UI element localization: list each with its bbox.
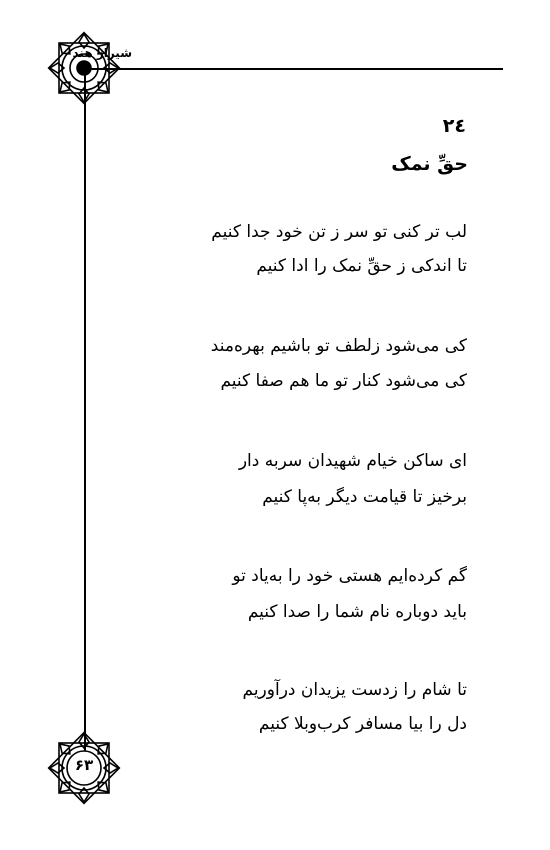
poem-title: حقِّ نمک bbox=[391, 153, 468, 175]
poem-number: ۲٤ bbox=[442, 115, 466, 137]
poem-line: کی می‌شود کنار تو ما هم صفا کنیم bbox=[220, 371, 467, 391]
poem-line: ای ساکن خیام شهیدان سربه دار bbox=[238, 451, 467, 471]
margin-rule bbox=[84, 70, 86, 770]
poem-line: دل را بیا مسافر کرب‌وبلا کنیم bbox=[258, 714, 467, 734]
page-number: ۶۳ bbox=[74, 756, 94, 774]
poem-line: برخیز تا قیامت دیگر به‌پا کنیم bbox=[262, 487, 467, 507]
book-title: شیراز هند bbox=[72, 46, 132, 60]
poem-line: گم کرده‌ایم هستی خود را به‌یاد تو bbox=[232, 566, 467, 586]
header-rule bbox=[85, 68, 503, 70]
poem-line: باید دوباره نام شما را صدا کنیم bbox=[247, 602, 467, 622]
rosette-ornament-top bbox=[46, 30, 122, 106]
poem-line: تا اندکی ز حقِّ نمک را ادا کنیم bbox=[256, 256, 467, 276]
poem-line: لب تر کنی تو سر ز تن خود جدا کنیم bbox=[211, 222, 467, 242]
poem-line: کی می‌شود زلطف تو باشیم بهره‌مند bbox=[210, 336, 467, 356]
poem-line: تا شام را زدست یزیدان درآوریم bbox=[242, 680, 467, 700]
